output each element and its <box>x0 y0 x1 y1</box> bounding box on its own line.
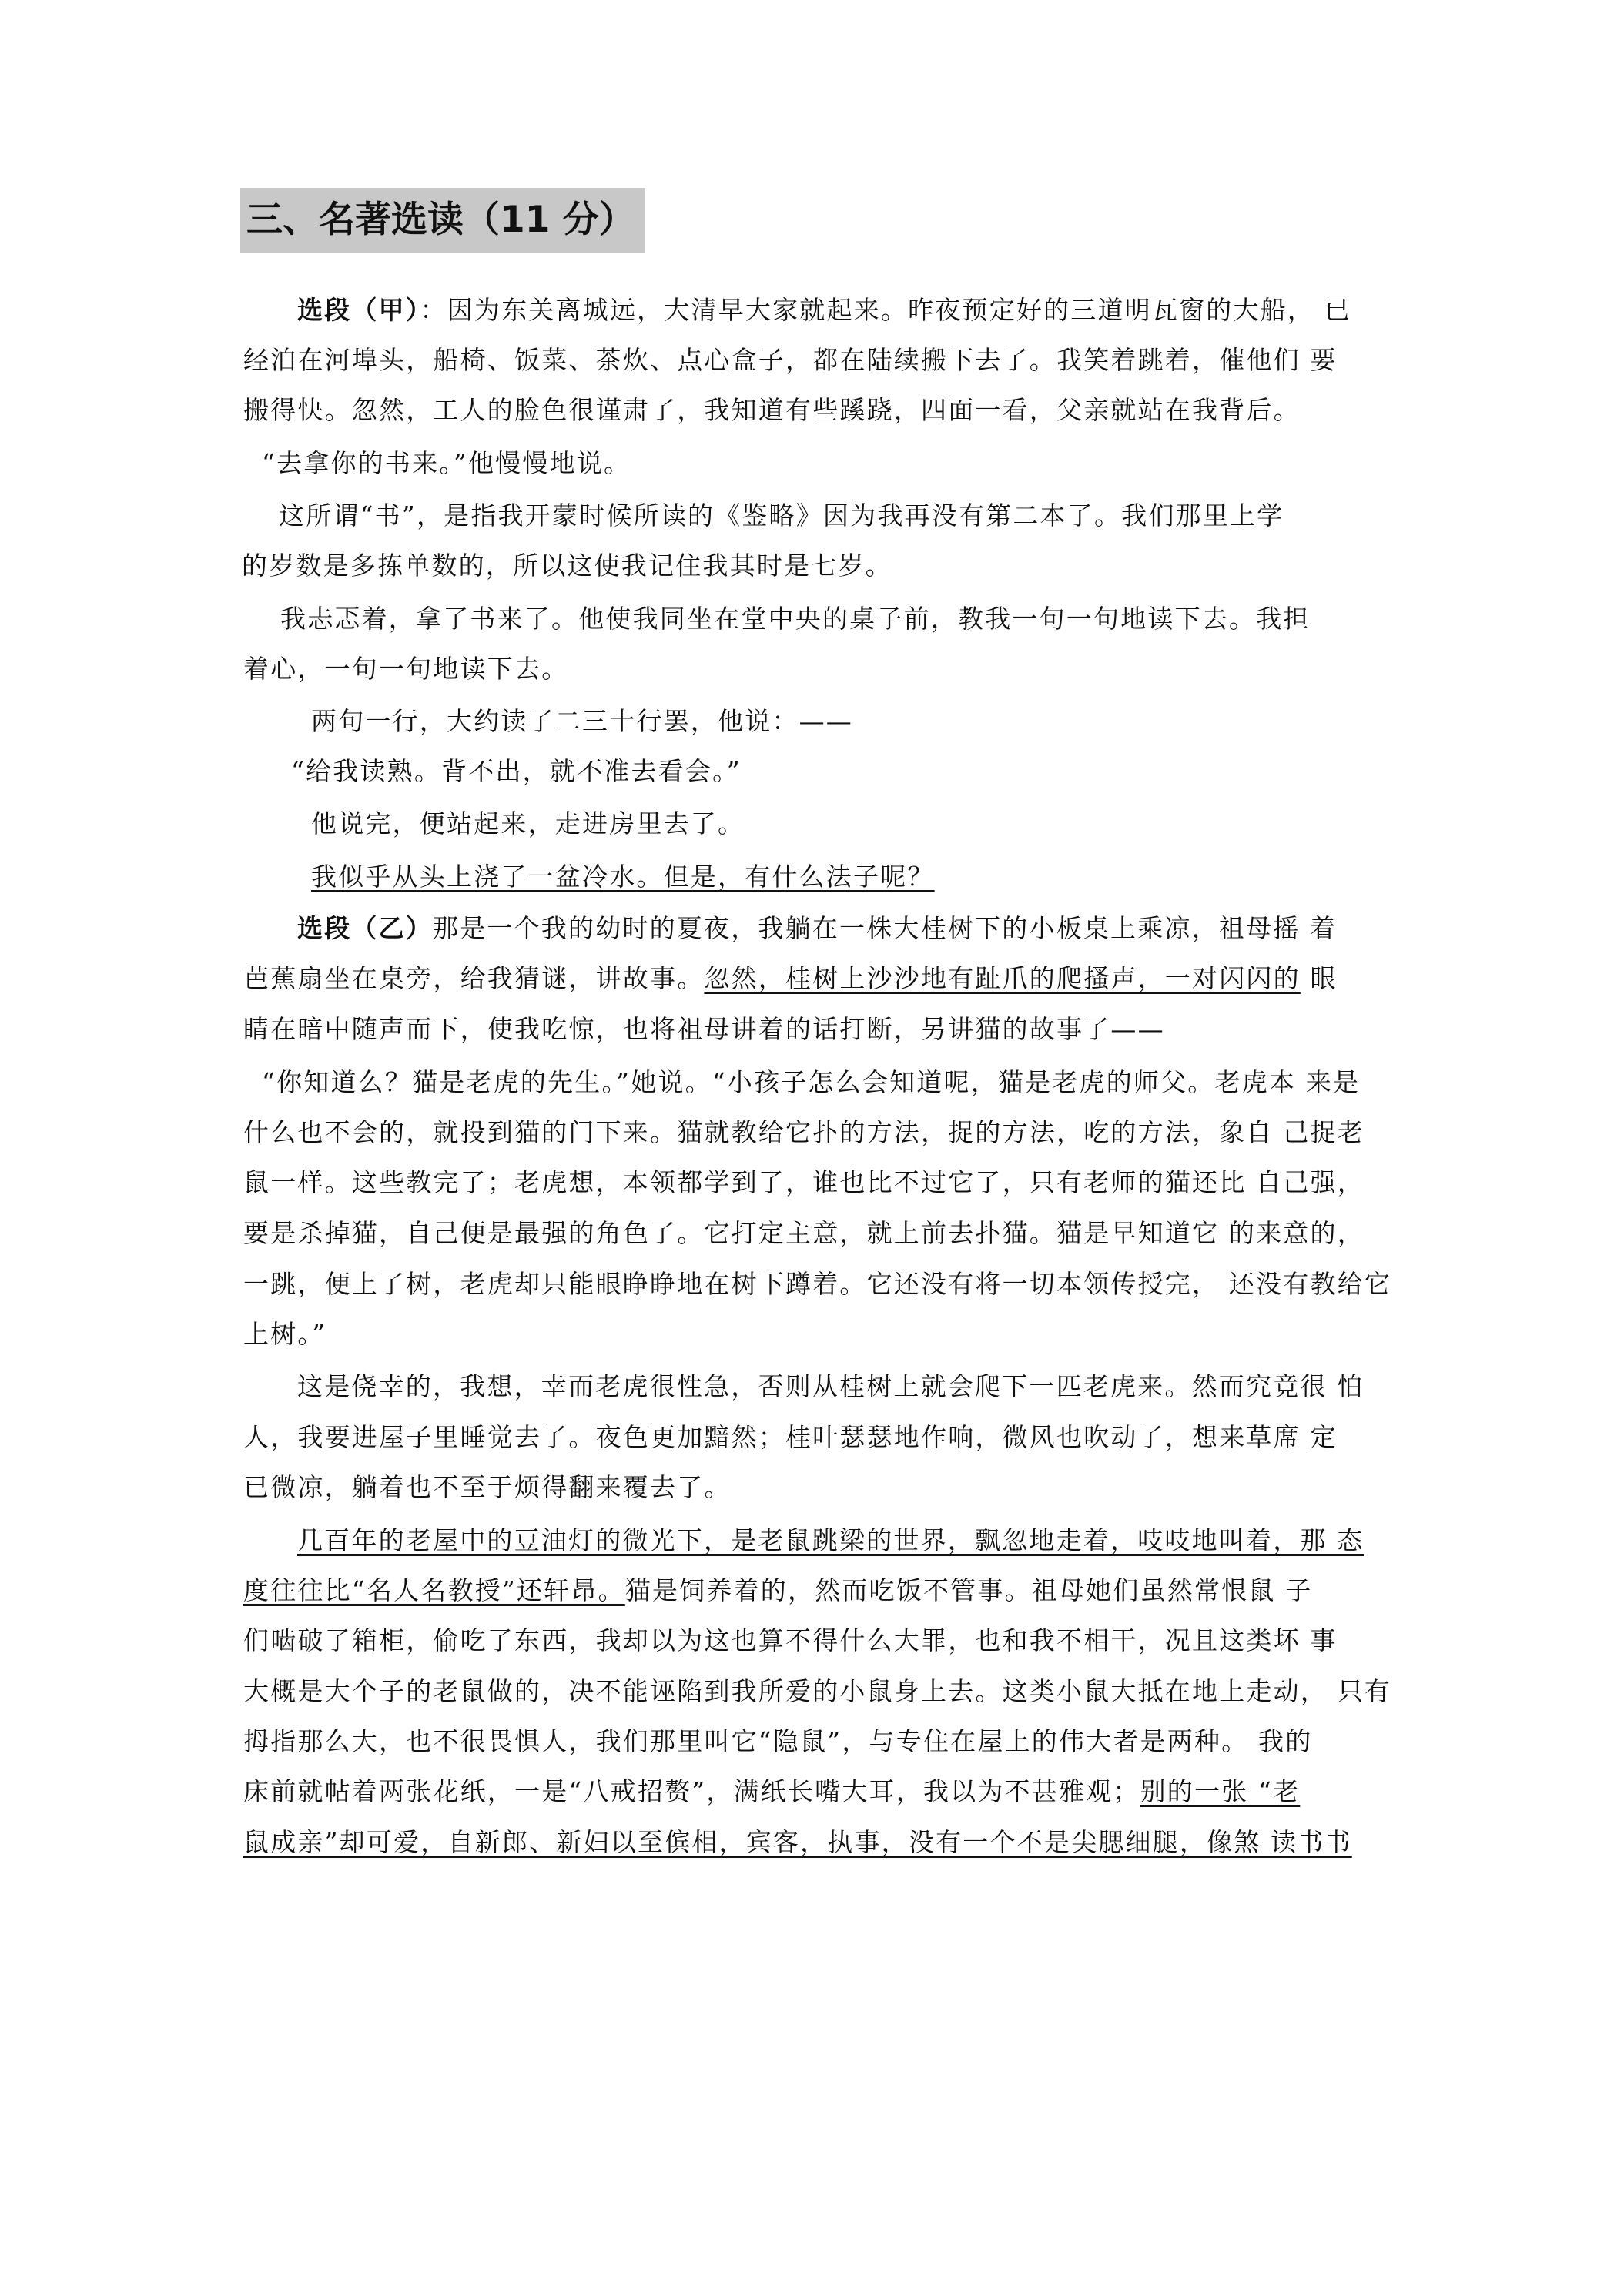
text-segment: 的岁数是多拣单数的，所以这使我记住我其时是七岁。 <box>242 551 892 581</box>
text-line <box>243 1625 1338 1656</box>
text-segment: 什么也不会的，就投到猫的门下来。猫就教给它扑的方法，捉的方法，吃的方法，象自 己捉老 <box>243 1117 1364 1147</box>
text-segment: 要是杀掉猫，自己便是最强的角色了。它打定主意，就上前去扑猫。猫是早知道它 的来意的， <box>243 1218 1364 1248</box>
text-segment: 几百年的老屋中的豆油灯的微光下，是老鼠跳梁的世界，飘忽地走着，吱吱地叫着，那 态 <box>297 1525 1364 1555</box>
text-segment: 这是侥幸的，我想，幸而老虎很性急，否则从桂树上就会爬下一匹老虎来。然而究竟很 怕 <box>297 1371 1364 1401</box>
text-segment: 忽然，桂树上沙沙地有趾爪的爬搔声，一对闪闪的 <box>704 963 1301 993</box>
text-segment: 我忐忑着，拿了书来了。他使我同坐在堂中央的桌子前，教我一句一句地读下去。我担 <box>280 604 1311 634</box>
text-line <box>243 1472 732 1503</box>
text-segment: 经泊在河埠头，船椅、饭菜、茶炊、点心盒子，都在陆续搬下去了。我笑着跳着，催他们 要 <box>243 345 1338 375</box>
text-line <box>280 604 1311 634</box>
text-segment: “去拿你的书来。”他慢慢地说。 <box>262 448 631 478</box>
text-segment: 人，我要进屋子里睡觉去了。夜色更加黯然；桂叶瑟瑟地作响，微风也吹动了，想来草席 定 <box>243 1422 1338 1452</box>
text-segment: 度往往比“名人名教授”还轩昂。 <box>243 1575 625 1605</box>
text-line <box>243 1167 1364 1198</box>
text-segment: 着心，一句一句地读下去。 <box>243 654 569 684</box>
text-segment: 别的一张 “老 <box>1140 1776 1301 1806</box>
text-line <box>262 1067 1360 1098</box>
text-segment: 鼠一样。这些教完了；老虎想，本领都学到了，谁也比不过它了，只有老师的猫还比 自己强， <box>243 1167 1364 1197</box>
text-segment: 那是一个我的幼时的夏夜，我躺在一株大桂树下的小板桌上乘凉，祖母摇 着 <box>433 913 1338 943</box>
text-line <box>243 1269 1391 1300</box>
text-segment: ：因为东关离城远，大清早大家就起来。昨夜预定好的三道明瓦窗的大船， 已 <box>420 295 1351 325</box>
text-line <box>311 706 853 737</box>
text-line <box>243 345 1338 376</box>
text-line <box>297 295 1351 326</box>
text-line <box>243 1218 1364 1249</box>
section-title: 三、名著选读（11 分） <box>240 188 645 253</box>
text-line <box>243 963 1338 994</box>
text-line <box>243 1117 1364 1148</box>
text-segment: 搬得快。忽然，工人的脸色很谨肃了，我知道有些蹊跷，四面一看，父亲就站在我背后。 <box>243 395 1301 425</box>
text-line <box>243 1319 326 1350</box>
text-segment: 我似乎从头上浇了一盆冷水。但是，有什么法子呢？ <box>311 862 935 892</box>
text-segment: 两句一行，大约读了二三十行罢，他说：—— <box>311 706 853 736</box>
text-line <box>242 551 892 581</box>
text-segment: 他说完，便站起来，走进房里去了。 <box>311 808 745 838</box>
text-segment: 拇指那么大，也不很畏惧人，我们那里叫它“隐鼠”，与专住在屋上的伟大者是两种。 我的 <box>243 1726 1313 1756</box>
text-line <box>243 1014 1165 1045</box>
passage-label: 选段（甲） <box>297 295 420 325</box>
text-segment: 大概是大个子的老鼠做的，决不能诬陷到我所爱的小鼠身上去。这类小鼠大抵在地上走动， 只有 <box>243 1676 1392 1706</box>
text-segment: 睛在暗中随声而下，使我吃惊，也将祖母讲着的话打断，另讲猫的故事了—— <box>243 1014 1165 1044</box>
text-segment: 鼠成亲”却可爱，自新郎、新妇以至傧相，宾客，执事，没有一个不是尖腮细腿，像煞 读书书 <box>243 1827 1352 1857</box>
text-segment: “给我读熟。背不出，就不准去看会。” <box>291 756 742 786</box>
text-segment: 一跳，便上了树，老虎却只能眼睁睁地在树下蹲着。它还没有将一切本领传授完， 还没有教给它 <box>243 1269 1392 1299</box>
text-line <box>243 395 1301 426</box>
text-segment: “你知道么？猫是老虎的先生。”她说。“小孩子怎么会知道呢，猫是老虎的师父。老虎本 来是 <box>262 1067 1361 1097</box>
text-line <box>243 1776 1300 1807</box>
text-line <box>311 862 935 892</box>
text-line <box>262 448 631 479</box>
text-segment: 这所谓“书”，是指我开蒙时候所读的《鉴略》因为我再没有第二本了。我们那里上学 <box>279 500 1284 530</box>
text-line <box>291 756 742 787</box>
text-segment: 眼 <box>1300 963 1338 993</box>
text-segment: 芭蕉扇坐在桌旁，给我猜谜，讲故事。 <box>243 963 705 993</box>
text-line <box>243 1726 1312 1757</box>
text-line <box>297 913 1337 944</box>
text-line <box>243 1422 1338 1453</box>
passage-label: 选段（乙） <box>297 913 433 943</box>
text-line <box>243 654 568 684</box>
text-segment: 床前就帖着两张花纸，一是“八戒招赘”，满纸长嘴大耳，我以为不甚雅观； <box>243 1776 1140 1806</box>
text-segment: 猫是饲养着的，然而吃饭不管事。祖母她们虽然常恨鼠 子 <box>624 1575 1313 1605</box>
text-segment: 们啮破了箱柜，偷吃了东西，我却以为这也算不得什么大罪，也和我不相干，况且这类坏 事 <box>243 1625 1338 1655</box>
text-line <box>279 500 1284 531</box>
text-segment: 上树。” <box>243 1319 327 1349</box>
text-line <box>311 808 745 839</box>
text-line <box>297 1525 1364 1556</box>
text-line <box>243 1827 1352 1858</box>
text-line <box>243 1676 1391 1707</box>
text-line <box>297 1371 1364 1402</box>
text-line <box>243 1575 1312 1606</box>
text-segment: 已微凉，躺着也不至于烦得翻来覆去了。 <box>243 1472 732 1502</box>
